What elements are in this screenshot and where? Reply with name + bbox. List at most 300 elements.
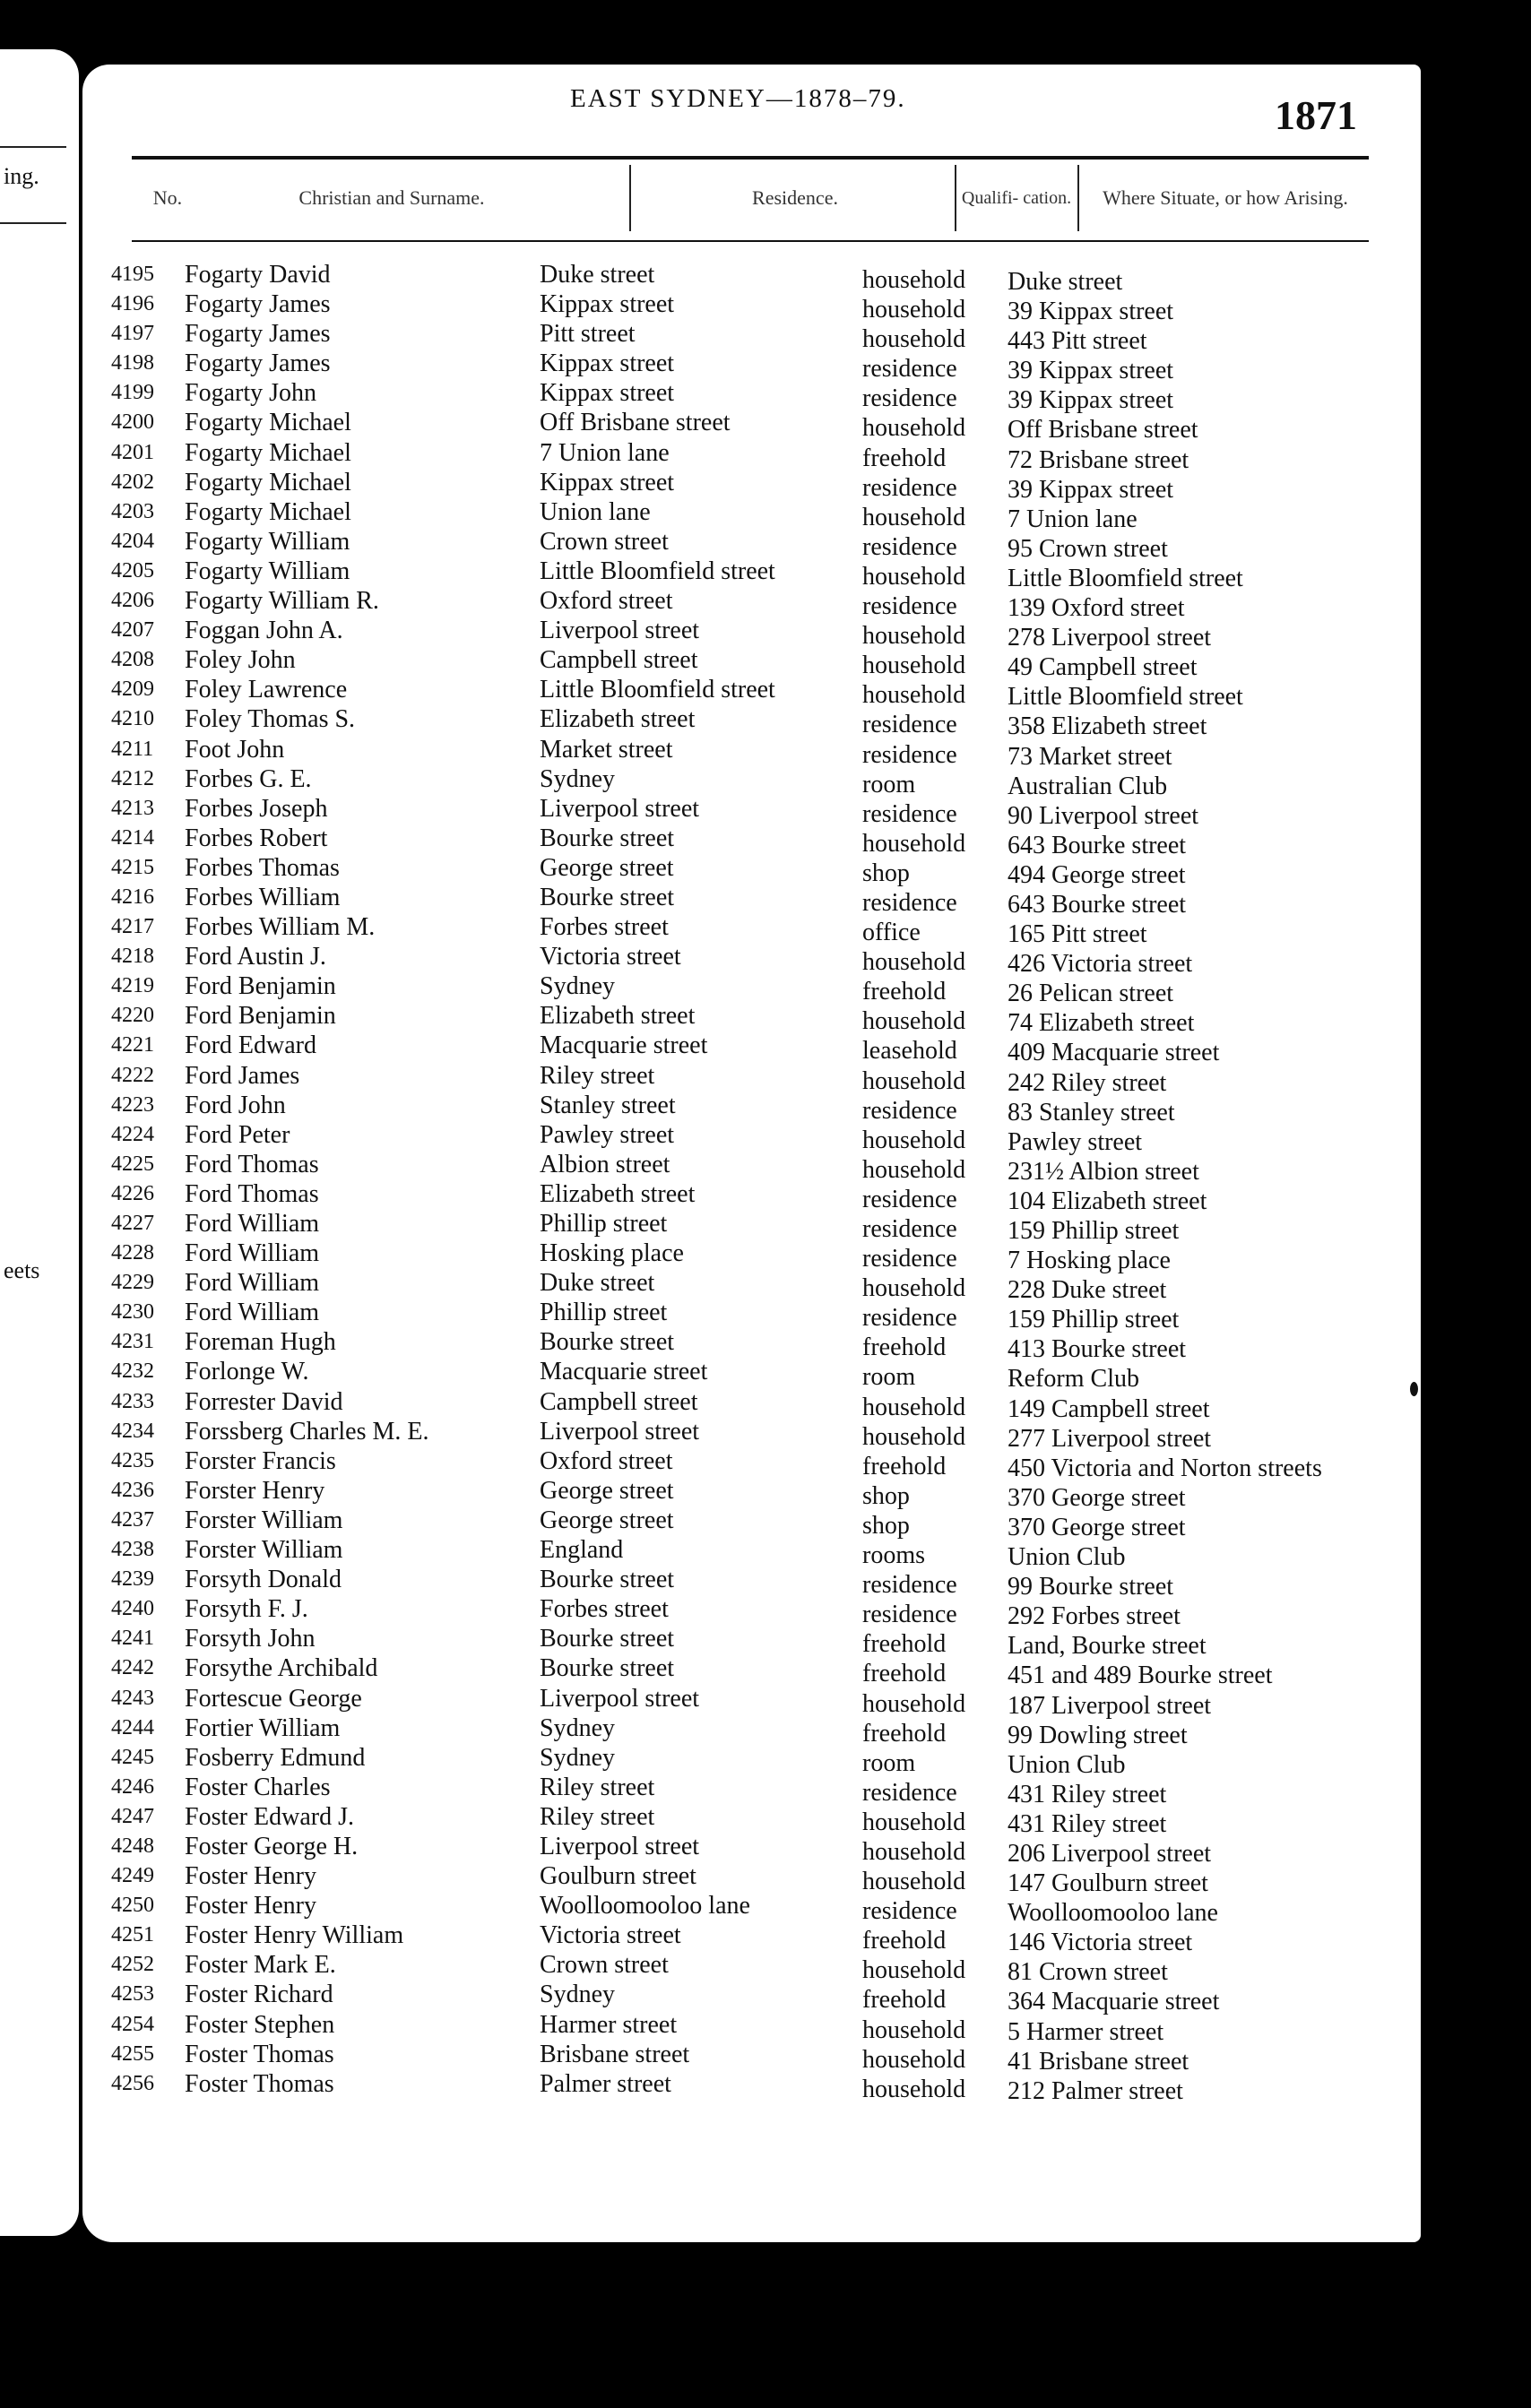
entry-residence: Little Bloomfield street	[540, 676, 775, 704]
entry-qualification: household	[862, 266, 966, 294]
column-header-residence: Residence.	[752, 186, 838, 209]
divider	[0, 222, 66, 224]
entry-name: Fogarty Michael	[185, 497, 351, 526]
entry-name: Forsyth F. J.	[185, 1595, 308, 1624]
entry-residence: Hosking place	[540, 1239, 684, 1268]
entry-qualification: freehold	[862, 1660, 947, 1688]
entry-number: 4248	[111, 1834, 154, 1858]
entry-residence: George street	[540, 1476, 674, 1505]
entry-number: 4254	[111, 2012, 154, 2036]
entry-where: 5 Harmer street	[1008, 2017, 1164, 2046]
entry-residence: Forbes street	[540, 1595, 669, 1624]
entry-where: Woolloomooloo lane	[1008, 1899, 1218, 1928]
entry-residence: Riley street	[540, 1802, 655, 1831]
entry-number: 4228	[111, 1241, 154, 1265]
entry-where: 409 Macquarie street	[1008, 1039, 1220, 1067]
entry-where: 426 Victoria street	[1008, 950, 1193, 979]
entry-qualification: residence	[862, 1304, 957, 1333]
entry-where: 159 Phillip street	[1008, 1217, 1180, 1245]
entry-residence: Riley street	[540, 1061, 655, 1090]
entry-residence: Elizabeth street	[540, 705, 696, 734]
entry-name: Ford William	[185, 1269, 320, 1298]
entry-number: 4199	[111, 381, 154, 405]
entry-residence: Bourke street	[540, 883, 675, 911]
entry-name: Ford Austin J.	[185, 943, 326, 971]
entry-qualification: household	[862, 414, 966, 443]
entry-qualification: household	[862, 1422, 966, 1451]
entry-row	[82, 1357, 1421, 1394]
entry-row	[82, 1476, 1421, 1512]
entry-row	[82, 1150, 1421, 1186]
entry-number: 4225	[111, 1152, 154, 1176]
entry-where: 643 Bourke street	[1008, 890, 1187, 919]
entry-where: 159 Phillip street	[1008, 1306, 1180, 1334]
entry-name: Ford James	[185, 1061, 300, 1090]
entry-qualification: household	[862, 1689, 966, 1718]
entry-where: 242 Riley street	[1008, 1068, 1167, 1097]
entry-residence: Liverpool street	[540, 1832, 700, 1860]
entry-qualification: household	[862, 681, 966, 710]
entry-name: Fogarty John	[185, 379, 316, 408]
entry-name: Forbes Robert	[185, 824, 328, 852]
entry-name: Fogarty David	[185, 261, 331, 289]
entry-residence: Victoria street	[540, 943, 681, 971]
entry-residence: Little Bloomfield street	[540, 557, 775, 585]
entry-residence: Oxford street	[540, 587, 673, 616]
entry-residence: Duke street	[540, 1269, 655, 1298]
entry-residence: Elizabeth street	[540, 1002, 696, 1031]
entry-row	[82, 468, 1421, 504]
entry-where: 212 Palmer street	[1008, 2076, 1183, 2105]
entry-qualification: residence	[862, 355, 957, 384]
entry-residence: George street	[540, 853, 674, 882]
page-number: 1871	[1275, 92, 1357, 138]
entry-number: 4220	[111, 1004, 154, 1028]
entry-residence: Phillip street	[540, 1299, 668, 1327]
entry-row	[82, 1891, 1421, 1928]
entry-where: 39 Kippax street	[1008, 298, 1174, 326]
entry-number: 4204	[111, 529, 154, 553]
entry-name: Forbes William	[185, 883, 341, 911]
entry-where: Off Brisbane street	[1008, 416, 1198, 444]
entry-row	[82, 1594, 1421, 1631]
entry-row	[82, 438, 1421, 474]
entry-residence: Oxford street	[540, 1446, 673, 1475]
entry-name: Forbes Joseph	[185, 794, 328, 823]
entry-qualification: freehold	[862, 1630, 947, 1659]
entry-residence: Sydney	[540, 1743, 615, 1772]
entry-where: Little Bloomfield street	[1008, 564, 1243, 592]
entry-row	[82, 1535, 1421, 1572]
entry-name: Ford Peter	[185, 1120, 290, 1149]
entry-name: Fortier William	[185, 1713, 341, 1742]
entry-qualification: household	[862, 1066, 966, 1095]
entry-row	[82, 1684, 1421, 1720]
column-header	[132, 156, 1369, 242]
entry-number: 4200	[111, 410, 154, 435]
entry-number: 4232	[111, 1359, 154, 1384]
entry-name: Forbes G. E.	[185, 764, 312, 793]
entry-residence: Stanley street	[540, 1091, 676, 1119]
entry-where: 443 Pitt street	[1008, 327, 1147, 356]
entry-qualification: residence	[862, 1571, 957, 1600]
entry-number: 4201	[111, 440, 154, 464]
column-header-where: Where Situate, or how Arising.	[1103, 186, 1348, 209]
entry-row	[82, 319, 1421, 356]
entry-number: 4203	[111, 499, 154, 523]
entry-number: 4197	[111, 322, 154, 346]
running-head: EAST SYDNEY—1878–79.	[570, 84, 906, 113]
entry-number: 4221	[111, 1033, 154, 1057]
entry-where: 7 Hosking place	[1008, 1247, 1171, 1275]
entry-where: 99 Dowling street	[1008, 1721, 1188, 1749]
entry-qualification: office	[862, 919, 921, 947]
entry-row	[82, 883, 1421, 919]
entry-number: 4196	[111, 292, 154, 316]
entry-row	[82, 1861, 1421, 1898]
entry-qualification: household	[862, 829, 966, 858]
entry-where: 206 Liverpool street	[1008, 1839, 1212, 1868]
entry-residence: 7 Union lane	[540, 438, 670, 467]
entry-where: 7 Union lane	[1008, 505, 1137, 533]
entry-where: 72 Brisbane street	[1008, 445, 1189, 474]
entry-row	[82, 912, 1421, 949]
entry-qualification: residence	[862, 1185, 957, 1213]
entry-residence: Pitt street	[540, 320, 636, 349]
entry-number: 4229	[111, 1271, 154, 1295]
column-divider	[629, 165, 631, 231]
entry-name: Fortescue George	[185, 1684, 362, 1713]
entry-number: 4222	[111, 1063, 154, 1087]
entry-residence: George street	[540, 1506, 674, 1534]
entry-where: 149 Campbell street	[1008, 1394, 1210, 1423]
entry-number: 4244	[111, 1715, 154, 1739]
entry-name: Foster Thomas	[185, 2069, 334, 2098]
entry-where: 74 Elizabeth street	[1008, 1009, 1195, 1038]
entry-row	[82, 527, 1421, 563]
entry-qualification: residence	[862, 592, 957, 621]
entry-number: 4207	[111, 618, 154, 643]
entry-residence: Macquarie street	[540, 1358, 708, 1386]
entry-number: 4236	[111, 1478, 154, 1502]
entry-name: Fosberry Edmund	[185, 1743, 366, 1772]
entry-name: Fogarty Michael	[185, 409, 351, 437]
entry-name: Forbes William M.	[185, 913, 376, 942]
entry-qualification: freehold	[862, 978, 947, 1006]
entry-number: 4234	[111, 1419, 154, 1443]
entry-row	[82, 1031, 1421, 1067]
entry-where: 39 Kippax street	[1008, 386, 1174, 415]
entry-number: 4252	[111, 1953, 154, 1977]
entry-number: 4219	[111, 974, 154, 998]
entry-where: 358 Elizabeth street	[1008, 712, 1207, 741]
entry-qualification: household	[862, 1274, 966, 1303]
entry-residence: Brisbane street	[540, 2040, 690, 2068]
entry-qualification: residence	[862, 799, 957, 828]
entry-name: Foster Richard	[185, 1981, 333, 2009]
document-page	[82, 65, 1421, 2242]
entry-number: 4243	[111, 1686, 154, 1710]
entry-name: Foster Henry William	[185, 1921, 404, 1950]
entry-name: Forsyth John	[185, 1625, 316, 1653]
entry-row	[82, 586, 1421, 623]
entry-row	[82, 1268, 1421, 1305]
entry-residence: Campbell street	[540, 646, 698, 675]
entry-where: 228 Duke street	[1008, 1276, 1167, 1305]
entry-residence: Harmer street	[540, 2010, 678, 2039]
entry-name: Forster William	[185, 1536, 343, 1565]
entry-row	[82, 378, 1421, 415]
entry-qualification: residence	[862, 1778, 957, 1807]
entry-row	[82, 853, 1421, 889]
entry-where: 41 Brisbane street	[1008, 2047, 1189, 2076]
entry-residence: Bourke street	[540, 1566, 675, 1594]
entry-where: 450 Victoria and Norton streets	[1008, 1454, 1322, 1482]
entry-row	[82, 1653, 1421, 1690]
entry-where: 370 George street	[1008, 1513, 1186, 1541]
entry-residence: Liverpool street	[540, 1417, 700, 1446]
entry-qualification: household	[862, 622, 966, 651]
entry-residence: Bourke street	[540, 824, 675, 852]
entry-residence: Campbell street	[540, 1387, 698, 1416]
entry-where: Australian Club	[1008, 772, 1168, 800]
entry-qualification: residence	[862, 1096, 957, 1125]
entry-qualification: freehold	[862, 1333, 947, 1362]
entry-residence: Sydney	[540, 764, 615, 793]
entry-row	[82, 1387, 1421, 1423]
entry-residence: Forbes street	[540, 913, 669, 942]
entry-qualification: room	[862, 770, 916, 798]
entry-where: Little Bloomfield street	[1008, 683, 1243, 712]
entry-qualification: household	[862, 1868, 966, 1896]
entry-number: 4206	[111, 589, 154, 613]
entry-number: 4214	[111, 825, 154, 850]
entry-name: Forsyth Donald	[185, 1566, 342, 1594]
entry-residence: Duke street	[540, 261, 655, 289]
entry-number: 4241	[111, 1627, 154, 1651]
entry-number: 4224	[111, 1122, 154, 1146]
entry-number: 4250	[111, 1894, 154, 1918]
entry-row	[82, 1713, 1421, 1749]
entry-residence: Kippax street	[540, 379, 675, 408]
entry-name: Forster Henry	[185, 1476, 325, 1505]
entry-row	[82, 1417, 1421, 1453]
entry-number: 4233	[111, 1389, 154, 1413]
entry-number: 4231	[111, 1330, 154, 1354]
entry-qualification: residence	[862, 473, 957, 502]
entry-number: 4208	[111, 648, 154, 672]
entry-name: Foster Henry	[185, 1892, 316, 1920]
entry-residence: Liverpool street	[540, 794, 700, 823]
entry-where: Land, Bourke street	[1008, 1632, 1207, 1661]
entry-name: Foster Edward J.	[185, 1802, 354, 1831]
entry-where: Union Club	[1008, 1750, 1126, 1779]
entry-residence: Sydney	[540, 1713, 615, 1742]
entry-row	[82, 497, 1421, 533]
entry-number: 4212	[111, 766, 154, 790]
entry-name: Forssberg Charles M. E.	[185, 1417, 429, 1446]
previous-page-fragment: ing.	[4, 163, 39, 189]
register-entries	[82, 260, 1421, 2105]
entry-where: 49 Campbell street	[1008, 653, 1198, 682]
entry-where: 494 George street	[1008, 860, 1186, 889]
entry-number: 4247	[111, 1804, 154, 1828]
entry-qualification: freehold	[862, 1452, 947, 1480]
entry-number: 4235	[111, 1448, 154, 1472]
entry-where: 147 Goulburn street	[1008, 1869, 1208, 1898]
entry-number: 4209	[111, 678, 154, 702]
entry-residence: Off Brisbane street	[540, 409, 731, 437]
entry-row	[82, 1120, 1421, 1156]
entry-name: Forrester David	[185, 1387, 343, 1416]
entry-residence: Woolloomooloo lane	[540, 1892, 750, 1920]
entry-where: 451 and 489 Bourke street	[1008, 1661, 1273, 1690]
entry-name: Ford Benjamin	[185, 972, 336, 1001]
entry-qualification: residence	[862, 1215, 957, 1243]
entry-name: Forster Francis	[185, 1446, 336, 1475]
entry-row	[82, 557, 1421, 592]
entry-where: 431 Riley street	[1008, 1780, 1167, 1808]
entry-row	[82, 704, 1421, 741]
entry-qualification: residence	[862, 1601, 957, 1629]
entry-qualification: leasehold	[862, 1037, 957, 1066]
entry-where: 187 Liverpool street	[1008, 1691, 1212, 1720]
entry-row	[82, 1446, 1421, 1482]
entry-row	[82, 260, 1421, 296]
entry-where: 39 Kippax street	[1008, 475, 1174, 504]
entry-name: Forbes Thomas	[185, 853, 340, 882]
entry-name: Fogarty William	[185, 557, 350, 585]
entry-number: 4256	[111, 2071, 154, 2095]
entry-where: 364 Macquarie street	[1008, 1988, 1220, 2016]
entry-row	[82, 1624, 1421, 1661]
entry-row	[82, 1773, 1421, 1808]
entry-where: 431 Riley street	[1008, 1809, 1167, 1838]
entry-row	[82, 1743, 1421, 1779]
entry-residence: England	[540, 1536, 624, 1565]
entry-number: 4237	[111, 1507, 154, 1532]
entry-qualification: household	[862, 2045, 966, 2074]
entry-where: 90 Liverpool street	[1008, 801, 1199, 830]
entry-row	[82, 349, 1421, 385]
entry-residence: Macquarie street	[540, 1031, 708, 1060]
entry-qualification: freehold	[862, 1986, 947, 2015]
entry-where: 73 Market street	[1008, 742, 1172, 771]
entry-number: 4238	[111, 1538, 154, 1562]
entry-row	[82, 616, 1421, 652]
entry-qualification: household	[862, 562, 966, 591]
entry-name: Foster Mark E.	[185, 1951, 336, 1980]
entry-name: Ford Benjamin	[185, 1002, 336, 1031]
entry-where: 99 Bourke street	[1008, 1573, 1174, 1601]
entry-number: 4245	[111, 1745, 154, 1769]
entry-name: Forlonge W.	[185, 1358, 309, 1386]
entry-qualification: freehold	[862, 444, 947, 472]
entry-qualification: residence	[862, 384, 957, 413]
entry-where: 165 Pitt street	[1008, 920, 1147, 949]
entry-where: 146 Victoria street	[1008, 1929, 1193, 1957]
entry-residence: Kippax street	[540, 468, 675, 496]
entry-row	[82, 1327, 1421, 1364]
entry-name: Fogarty James	[185, 320, 331, 349]
entry-number: 4216	[111, 885, 154, 909]
entry-qualification: household	[862, 948, 966, 977]
entry-row	[82, 1179, 1421, 1215]
entry-name: Fogarty Michael	[185, 468, 351, 496]
entry-row	[82, 1832, 1421, 1868]
previous-page-fragment: eets	[4, 1257, 40, 1283]
entry-name: Ford John	[185, 1091, 286, 1119]
entry-row	[82, 1209, 1421, 1245]
entry-where: 26 Pelican street	[1008, 980, 1174, 1008]
entry-residence: Crown street	[540, 527, 669, 556]
entry-where: 231½ Albion street	[1008, 1157, 1199, 1186]
entry-number: 4205	[111, 558, 154, 583]
entry-residence: Goulburn street	[540, 1862, 696, 1891]
entry-name: Foster George H.	[185, 1832, 359, 1860]
entry-where: 370 George street	[1008, 1483, 1186, 1512]
entry-number: 4246	[111, 1774, 154, 1799]
entry-where: 139 Oxford street	[1008, 594, 1185, 623]
entry-number: 4223	[111, 1092, 154, 1117]
entry-row	[82, 1565, 1421, 1601]
entry-number: 4251	[111, 1923, 154, 1947]
entry-row	[82, 2069, 1421, 2105]
column-header-name: Christian and Surname.	[298, 186, 485, 209]
entry-row	[82, 1950, 1421, 1987]
entry-where: Duke street	[1008, 268, 1123, 296]
entry-where: 81 Crown street	[1008, 1958, 1168, 1987]
entry-name: Ford Thomas	[185, 1179, 319, 1208]
entry-qualification: rooms	[862, 1541, 925, 1570]
entry-name: Ford William	[185, 1299, 320, 1327]
entry-qualification: residence	[862, 740, 957, 769]
entry-name: Ford Edward	[185, 1031, 316, 1060]
entry-residence: Sydney	[540, 1981, 615, 2009]
entry-number: 4211	[111, 737, 154, 761]
column-header-no: No.	[152, 186, 183, 209]
entry-residence: Sydney	[540, 972, 615, 1001]
entry-number: 4240	[111, 1597, 154, 1621]
entry-name: Fogarty James	[185, 290, 331, 319]
entry-number: 4239	[111, 1567, 154, 1592]
entry-name: Fogarty Michael	[185, 438, 351, 467]
entry-row	[82, 2010, 1421, 2046]
entry-number: 4217	[111, 915, 154, 939]
entry-name: Fogarty William	[185, 527, 350, 556]
column-header-qualification: Qualifi- cation.	[961, 188, 1072, 208]
entry-qualification: household	[862, 325, 966, 354]
entry-where: 413 Bourke street	[1008, 1335, 1187, 1364]
column-divider	[1077, 165, 1079, 231]
entry-name: Foreman Hugh	[185, 1328, 336, 1357]
entry-number: 4198	[111, 351, 154, 375]
entry-row	[82, 289, 1421, 326]
entry-qualification: shop	[862, 859, 910, 887]
entry-row	[82, 1802, 1421, 1838]
entry-where: Reform Club	[1008, 1365, 1139, 1394]
entry-name: Foggan John A.	[185, 617, 343, 645]
entry-row	[82, 971, 1421, 1008]
entry-row	[82, 408, 1421, 444]
entry-residence: Liverpool street	[540, 1684, 700, 1713]
entry-qualification: household	[862, 2075, 966, 2103]
entry-name: Foley Thomas S.	[185, 705, 356, 734]
entry-row	[82, 1091, 1421, 1126]
entry-row	[82, 1920, 1421, 1957]
entry-residence: Pawley street	[540, 1120, 675, 1149]
entry-row	[82, 1506, 1421, 1541]
